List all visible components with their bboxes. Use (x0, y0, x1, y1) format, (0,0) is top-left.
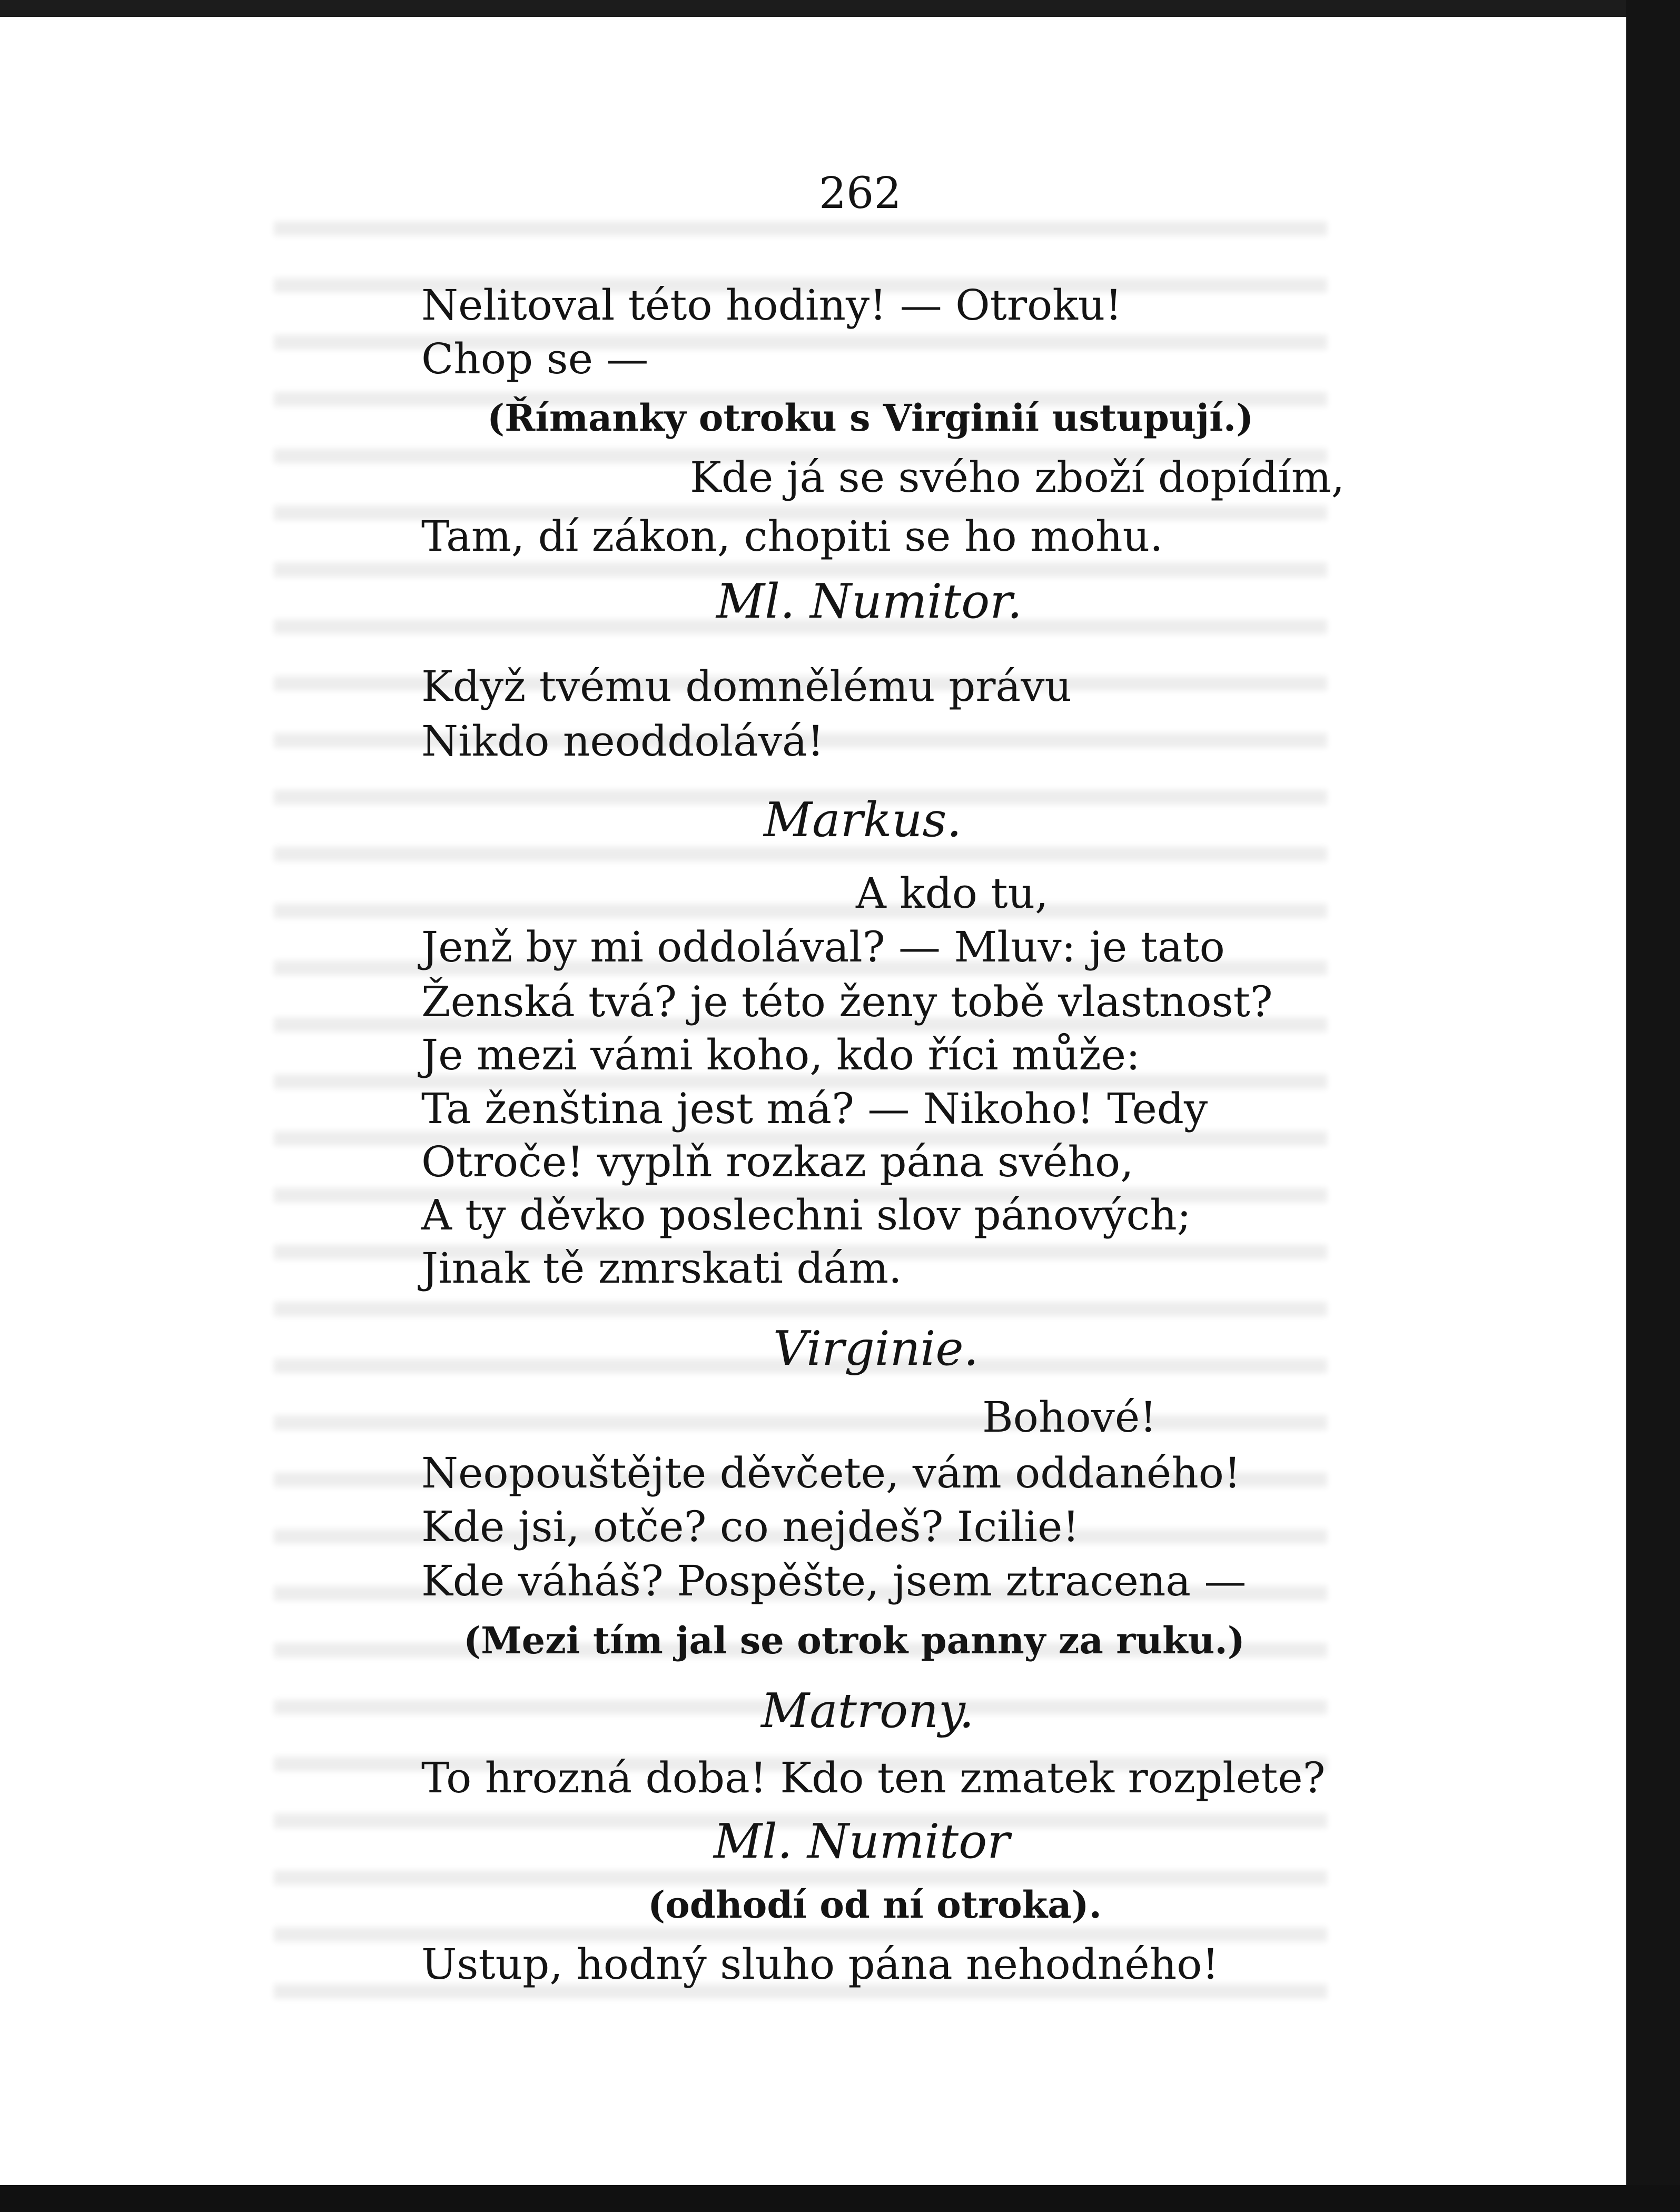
verse-line: Ta ženština jest má? — Nikoho! Tedy (421, 1084, 1208, 1133)
verse-line: Otroče! vyplň rozkaz pána svého, (421, 1137, 1134, 1186)
verse-line: Bohové! (982, 1393, 1157, 1442)
verse-line: Ustup, hodný sluho pána nehodného! (421, 1940, 1219, 1989)
verse-line: Jinak tě zmrskati dám. (421, 1244, 902, 1293)
verse-line: Ženská tvá? je této ženy tobě vlastnost? (421, 977, 1273, 1026)
verse-line: Kde já se svého zboží dopídím, (690, 453, 1345, 502)
speaker-name: Virginie. (773, 1321, 979, 1376)
speaker-name: Markus. (764, 792, 962, 848)
verse-line: Kde váháš? Pospěšte, jsem ztracena — (421, 1556, 1247, 1605)
verse-line: Jenž by mi oddolával? — Mluv: je tato (421, 923, 1225, 971)
verse-line: A kdo tu, (856, 869, 1049, 918)
verse-line: Kde jsi, otče? co nejdeš? Icilie! (421, 1502, 1080, 1551)
stage-direction: (Mezi tím jal se otrok panny za ruku.) (463, 1619, 1245, 1662)
speaker-name: Ml. Numitor (714, 1814, 1010, 1869)
verse-line: Nelitoval této hodiny! — Otroku! (421, 281, 1122, 330)
stage-direction: (Římanky otroku s Virginií ustupují.) (487, 396, 1254, 440)
stage-direction: (odhodí od ní otroka). (648, 1883, 1102, 1927)
verse-line: Nikdo neoddolává! (421, 717, 824, 766)
page-number: 262 (819, 168, 902, 219)
verse-line: Neopouštějte děvčete, vám oddaného! (421, 1449, 1241, 1497)
verse-line: To hrozná doba! Kdo ten zmatek rozplete? (421, 1753, 1326, 1802)
speaker-name: Ml. Numitor. (716, 574, 1023, 629)
scan-border-top (0, 0, 1648, 17)
verse-line: Když tvému domnělému právu (421, 662, 1072, 711)
verse-line: A ty děvko poslechni slov pánových; (421, 1191, 1191, 1239)
speaker-name: Matrony. (761, 1683, 974, 1739)
scan-border-bottom (0, 2185, 1680, 2212)
verse-line: Chop se — (421, 334, 649, 383)
scan-border-right (1626, 0, 1680, 2212)
verse-line: Je mezi vámi koho, kdo říci může: (421, 1030, 1140, 1079)
verse-line: Tam, dí zákon, chopiti se ho mohu. (421, 512, 1163, 561)
